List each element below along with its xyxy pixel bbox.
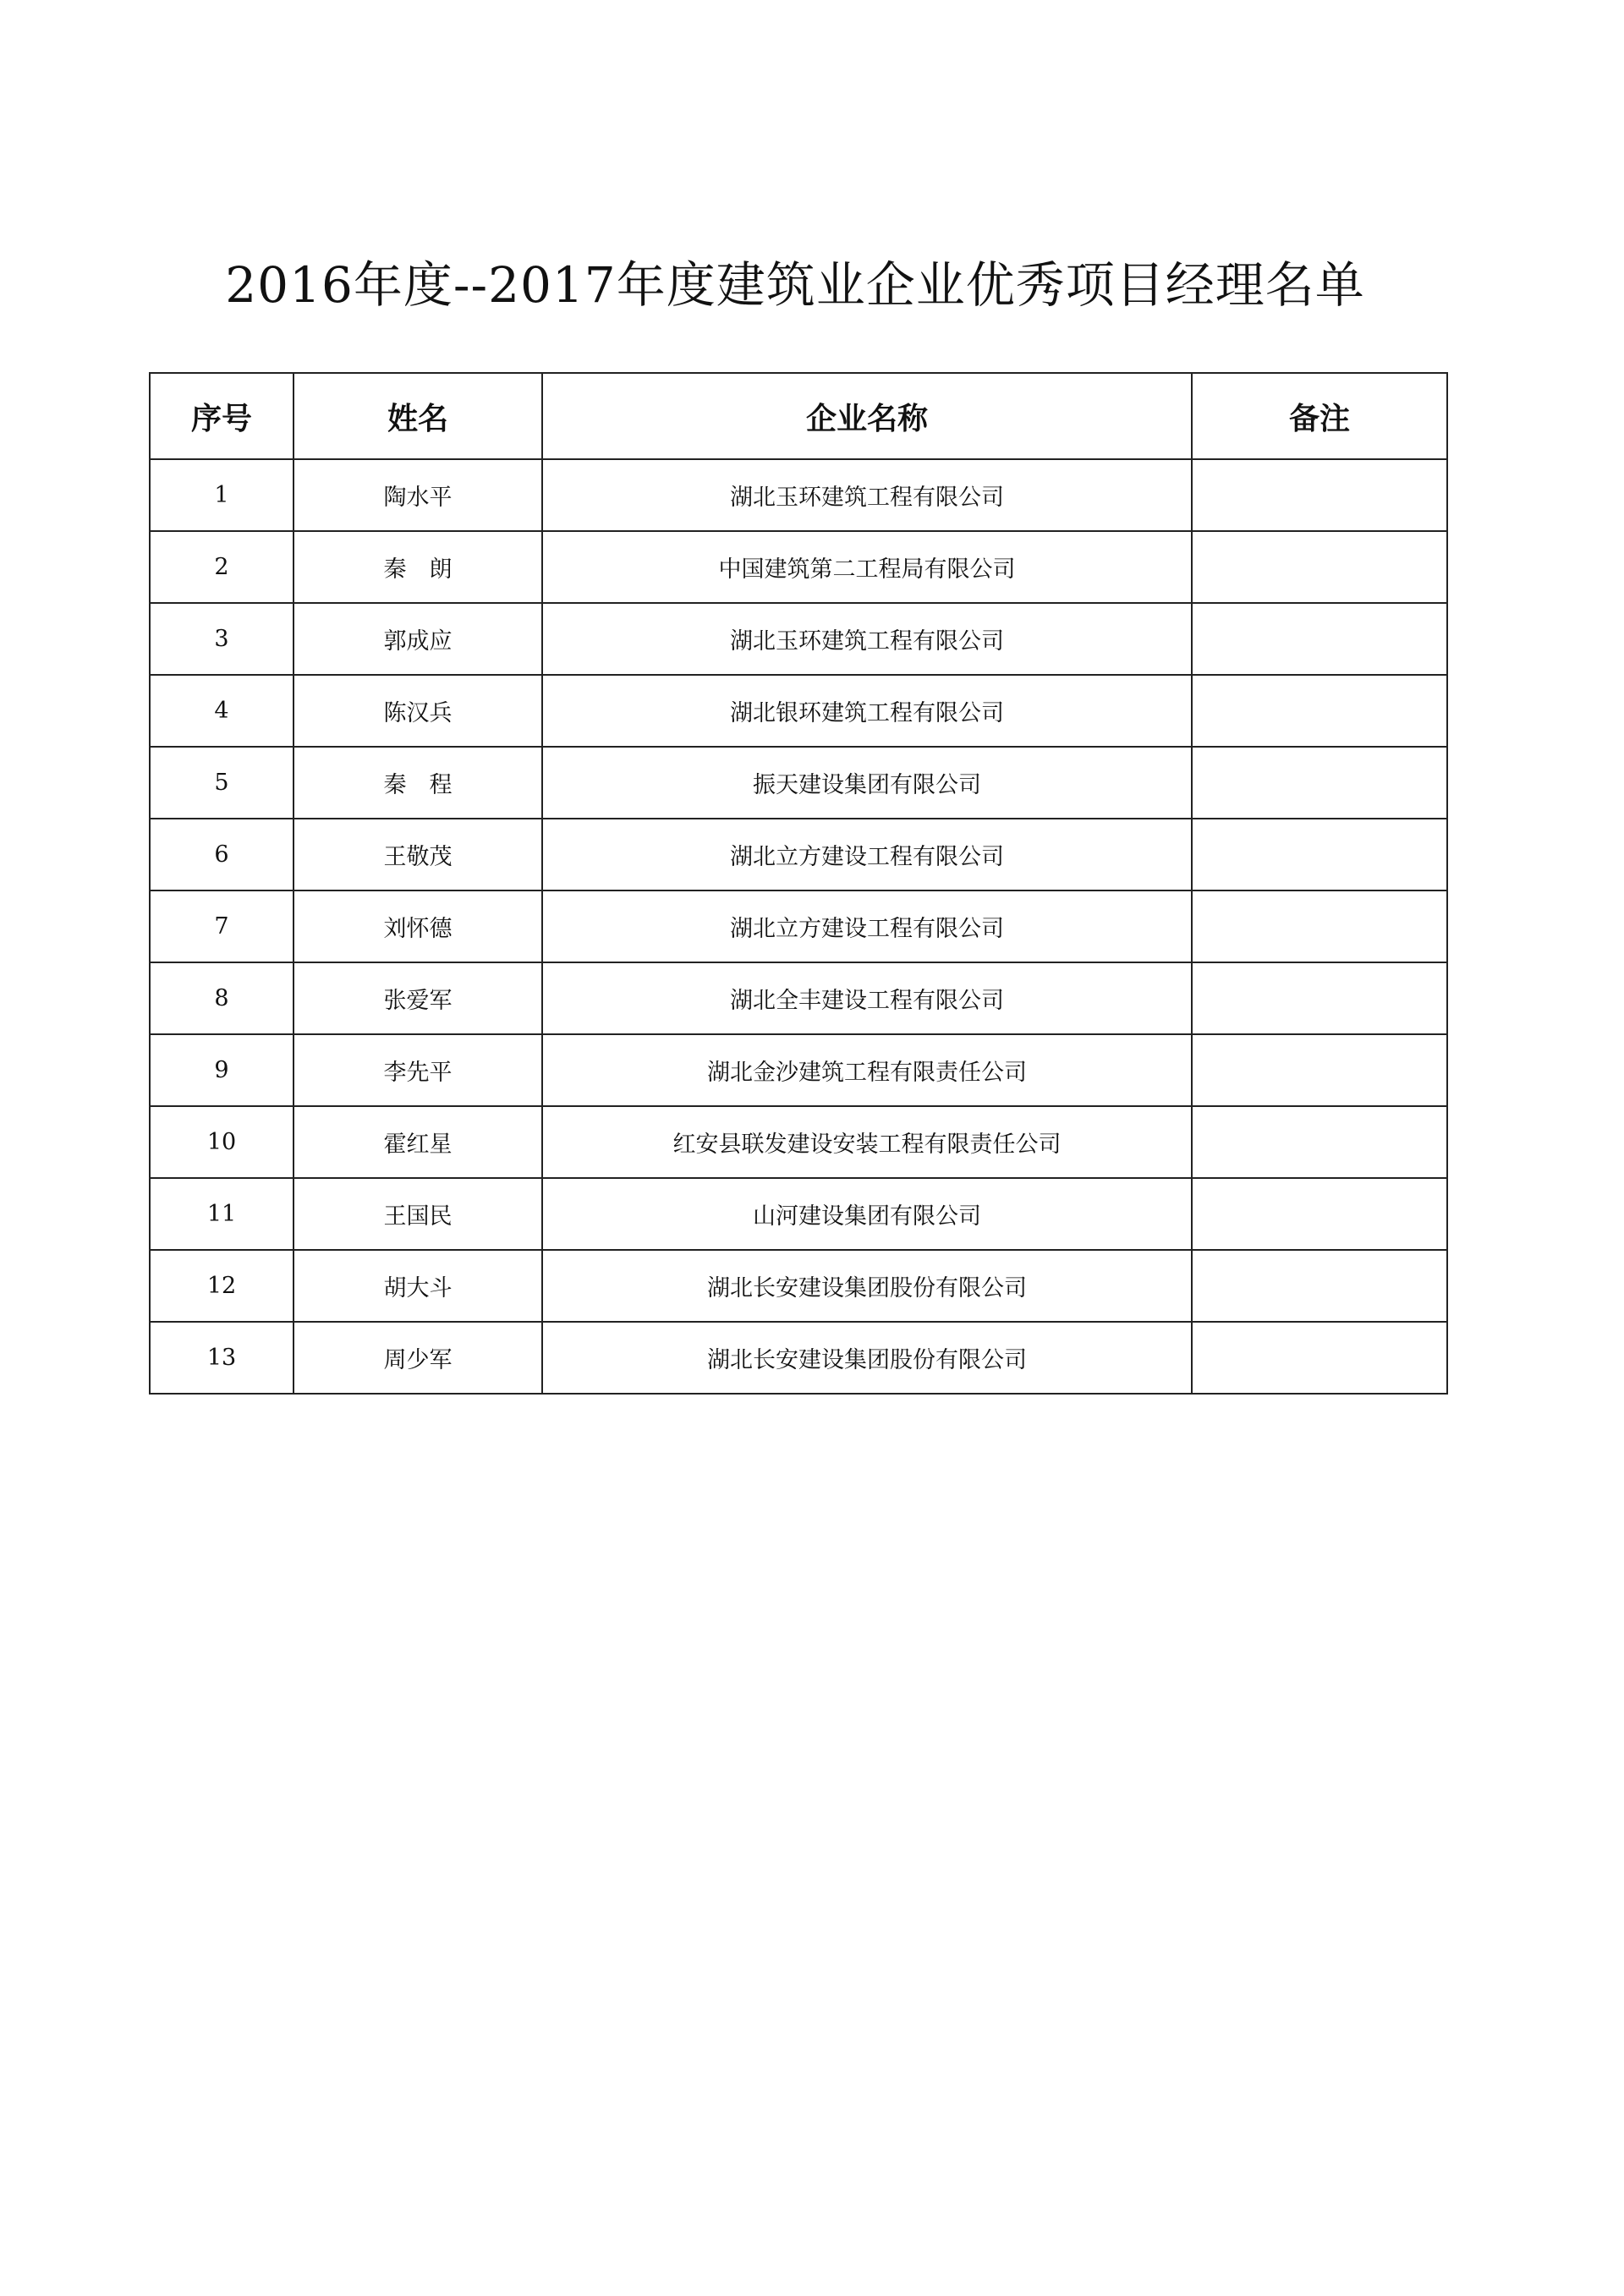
table-row xyxy=(150,747,1447,819)
cell-company: 湖北立方建设工程有限公司 xyxy=(542,819,1192,890)
cell-no: 8 xyxy=(150,962,294,1034)
cell-remark xyxy=(1192,1106,1447,1178)
cell-no: 4 xyxy=(150,675,294,747)
cell-remark xyxy=(1192,819,1447,890)
header-company: 企业名称 xyxy=(542,373,1192,459)
cell-name: 郭成应 xyxy=(294,603,542,675)
cell-no: 9 xyxy=(150,1034,294,1106)
cell-name: 李先平 xyxy=(294,1034,542,1106)
cell-remark xyxy=(1192,1178,1447,1250)
cell-company: 红安县联发建设安装工程有限责任公司 xyxy=(542,1106,1192,1178)
cell-company: 振天建设集团有限公司 xyxy=(542,747,1192,819)
cell-name: 秦 朗 xyxy=(294,531,542,603)
cell-no: 1 xyxy=(150,459,294,531)
cell-remark xyxy=(1192,1034,1447,1106)
cell-remark xyxy=(1192,890,1447,962)
cell-company: 山河建设集团有限公司 xyxy=(542,1178,1192,1250)
table-row xyxy=(150,962,1447,1034)
cell-remark xyxy=(1192,675,1447,747)
cell-name: 刘怀德 xyxy=(294,890,542,962)
cell-remark xyxy=(1192,459,1447,531)
table-row xyxy=(150,1322,1447,1394)
table-row xyxy=(150,675,1447,747)
cell-no: 11 xyxy=(150,1178,294,1250)
table-row xyxy=(150,1250,1447,1322)
cell-company: 湖北玉环建筑工程有限公司 xyxy=(542,603,1192,675)
cell-name: 陶水平 xyxy=(294,459,542,531)
table-row xyxy=(150,603,1447,675)
cell-remark xyxy=(1192,1250,1447,1322)
cell-company: 湖北全丰建设工程有限公司 xyxy=(542,962,1192,1034)
cell-no: 6 xyxy=(150,819,294,890)
header-no: 序号 xyxy=(150,373,294,459)
cell-remark xyxy=(1192,603,1447,675)
table-row xyxy=(150,459,1447,531)
project-manager-table xyxy=(149,372,1448,1395)
cell-remark xyxy=(1192,1322,1447,1394)
cell-name: 王国民 xyxy=(294,1178,542,1250)
cell-company: 湖北金沙建筑工程有限责任公司 xyxy=(542,1034,1192,1106)
cell-remark xyxy=(1192,747,1447,819)
cell-no: 7 xyxy=(150,890,294,962)
cell-company: 湖北长安建设集团股份有限公司 xyxy=(542,1250,1192,1322)
cell-company: 湖北立方建设工程有限公司 xyxy=(542,890,1192,962)
header-remark: 备注 xyxy=(1192,373,1447,459)
document-title: 2016年度--2017年度建筑业企业优秀项目经理名单 xyxy=(225,256,1365,314)
cell-remark xyxy=(1192,962,1447,1034)
cell-no: 2 xyxy=(150,531,294,603)
cell-company: 湖北玉环建筑工程有限公司 xyxy=(542,459,1192,531)
cell-company: 湖北长安建设集团股份有限公司 xyxy=(542,1322,1192,1394)
cell-name: 胡大斗 xyxy=(294,1250,542,1322)
cell-no: 12 xyxy=(150,1250,294,1322)
table-row xyxy=(150,819,1447,890)
cell-name: 秦 程 xyxy=(294,747,542,819)
cell-name: 张爱军 xyxy=(294,962,542,1034)
table-header-row xyxy=(150,373,1447,459)
cell-no: 10 xyxy=(150,1106,294,1178)
header-name: 姓名 xyxy=(294,373,542,459)
cell-name: 霍红星 xyxy=(294,1106,542,1178)
cell-company: 湖北银环建筑工程有限公司 xyxy=(542,675,1192,747)
cell-no: 3 xyxy=(150,603,294,675)
cell-remark xyxy=(1192,531,1447,603)
table-row xyxy=(150,890,1447,962)
cell-no: 5 xyxy=(150,747,294,819)
cell-no: 13 xyxy=(150,1322,294,1394)
table-row xyxy=(150,531,1447,603)
cell-name: 王敬茂 xyxy=(294,819,542,890)
cell-name: 周少军 xyxy=(294,1322,542,1394)
table-row xyxy=(150,1106,1447,1178)
table-row xyxy=(150,1034,1447,1106)
table-row xyxy=(150,1178,1447,1250)
cell-name: 陈汉兵 xyxy=(294,675,542,747)
cell-company: 中国建筑第二工程局有限公司 xyxy=(542,531,1192,603)
